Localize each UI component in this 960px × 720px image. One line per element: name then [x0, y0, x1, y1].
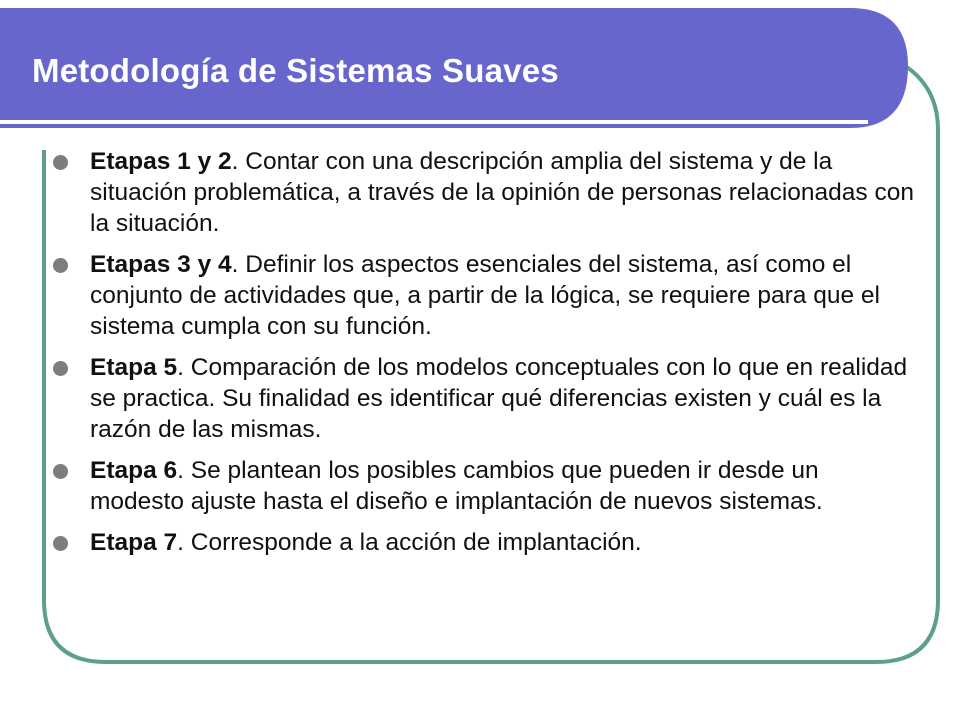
list-item	[48, 455, 916, 517]
stage-label: Etapa 6	[90, 457, 178, 484]
bullet-dot-icon	[53, 464, 68, 479]
list-item	[48, 249, 916, 342]
stage-description: . Se plantean los posibles cambios que pueden ir desde un modesto ajuste hasta el diseño e implantación de nuevos sistemas.	[90, 457, 823, 515]
bullet-dot-icon	[53, 258, 68, 273]
list-item	[48, 527, 916, 558]
stage-label: Etapas 3 y 4	[90, 251, 232, 278]
stage-description: . Contar con una descripción amplia del sistema y de la situación problemática, a través de la opinión de personas relacionadas con la situación.	[90, 148, 914, 237]
list-item	[48, 146, 916, 239]
stage-label: Etapa 7	[90, 529, 178, 556]
list-item	[48, 352, 916, 445]
bullet-list	[48, 146, 916, 568]
bullet-dot-icon	[53, 361, 68, 376]
stage-label: Etapas 1 y 2	[90, 148, 232, 175]
stage-description: . Definir los aspectos esenciales del sistema, así como el conjunto de actividades que, a partir de la lógica, se requiere para que el sistema cumpla con su función.	[90, 251, 880, 340]
slide-title: Metodología de Sistemas Suaves	[32, 52, 559, 89]
stage-description: . Comparación de los modelos conceptuales con lo que en realidad se practica. Su finalidad es identificar qué diferencias existen y cuál es la razón de las mismas.	[90, 354, 908, 443]
stage-description: . Corresponde a la acción de implantación.	[177, 529, 642, 556]
stage-label: Etapa 5	[90, 354, 178, 381]
bullet-dot-icon	[53, 155, 68, 170]
bullet-dot-icon	[53, 536, 68, 551]
